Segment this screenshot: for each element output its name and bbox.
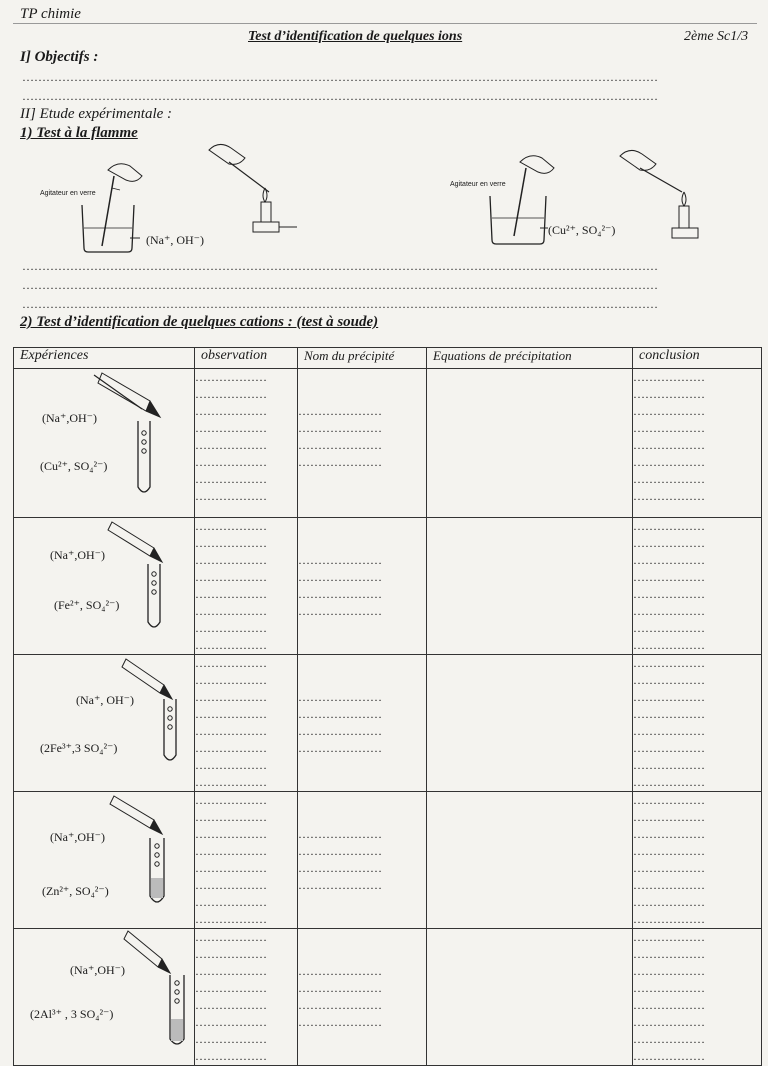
table-row xyxy=(14,929,762,1066)
precipitate-cell: ………………… ………………… ………………… ………………… xyxy=(298,518,427,655)
ion-label: (2Fe³⁺,3 SO₄²⁻) xyxy=(40,741,118,755)
test-tube-illustration xyxy=(122,929,202,1049)
objectives-heading: I] Objectifs : xyxy=(20,49,99,65)
reagent-label: (Na⁺,OH⁻) xyxy=(42,411,97,425)
observation-cell: ……………… ……………… ……………… ……………… ……………… ……………… ……………… ……………… xyxy=(195,369,298,518)
precipitate-cell: ………………… ………………… ………………… ………………… xyxy=(298,369,427,518)
bunsen-burner-illustration xyxy=(205,140,305,240)
table-row xyxy=(14,792,762,929)
precipitate-cell: ………………… ………………… ………………… ………………… xyxy=(298,929,427,1066)
header-equations: Equations de précipitation xyxy=(427,348,633,369)
stirrer-label: Agitateur en verre xyxy=(40,190,96,197)
ion-label: (Fe²⁺, SO₄²⁻) xyxy=(54,598,120,612)
equation-cell xyxy=(427,518,633,655)
dotted-line: …………………………………………………………………………………………………………………………………………… xyxy=(22,89,658,103)
ion-label: (2Al³⁺ , 3 SO₄²⁻) xyxy=(30,1007,114,1021)
cation-test-heading: 2) Test d’identification de quelques cations : (test à soude) xyxy=(20,314,379,330)
equation-cell xyxy=(427,369,633,518)
table-row xyxy=(14,518,762,655)
observation-cell: ……………… ……………… ……………… ……………… ……………… ……………… ……………… ……………… xyxy=(195,518,298,655)
table-row xyxy=(14,655,762,792)
ion-label: (Cu²⁺, SO₄²⁻) xyxy=(40,459,108,473)
results-table xyxy=(13,347,762,1066)
header-experiences: Expériences xyxy=(14,348,195,369)
conclusion-cell: ……………… ……………… ……………… ……………… ……………… ……………… ……………… ……………… xyxy=(633,518,762,655)
experiment-cell xyxy=(14,518,195,655)
equation-cell xyxy=(427,655,633,792)
flame-solution-2: (Cu²⁺, SO₄²⁻) xyxy=(548,223,616,237)
stirrer-label: Agitateur en verre xyxy=(450,181,506,188)
experiment-cell xyxy=(14,929,195,1066)
experiment-cell xyxy=(14,369,195,518)
course-label: TP chimie xyxy=(20,6,81,22)
dotted-line: …………………………………………………………………………………………………………………………………………… xyxy=(22,259,658,273)
test-tube-illustration xyxy=(94,369,174,499)
dotted-line: …………………………………………………………………………………………………………………………………………… xyxy=(22,278,658,292)
equation-cell xyxy=(427,792,633,929)
flame-solution-1: (Na⁺, OH⁻) xyxy=(146,233,204,247)
table-header-row xyxy=(14,348,762,369)
experiment-cell xyxy=(14,655,195,792)
page-title: Test d’identification de quelques ions xyxy=(248,29,463,44)
reagent-label: (Na⁺,OH⁻) xyxy=(70,963,125,977)
dotted-line: …………………………………………………………………………………………………………………………………………… xyxy=(22,70,658,84)
test-tube-illustration xyxy=(122,655,202,775)
flame-test-heading: 1) Test à la flamme xyxy=(20,125,138,141)
header-rule xyxy=(13,23,757,24)
dotted-line: …………………………………………………………………………………………………………………………………………… xyxy=(22,297,658,311)
test-tube-illustration xyxy=(108,518,188,638)
equation-cell xyxy=(427,929,633,1066)
conclusion-cell: ……………… ……………… ……………… ……………… ……………… ……………… ……………… ……………… xyxy=(633,369,762,518)
conclusion-cell: ……………… ……………… ……………… ……………… ……………… ……………… ……………… ……………… xyxy=(633,655,762,792)
observation-cell: ……………… ……………… ……………… ……………… ……………… ……………… ……………… ……………… xyxy=(195,929,298,1066)
header-precipitate-name: Nom du précipité xyxy=(298,348,427,369)
experiment-cell xyxy=(14,792,195,929)
reagent-label: (Na⁺,OH⁻) xyxy=(50,830,105,844)
precipitate-cell: ………………… ………………… ………………… ………………… xyxy=(298,655,427,792)
observation-cell: ……………… ……………… ……………… ……………… ……………… ……………… ……………… ……………… xyxy=(195,655,298,792)
observation-cell: ……………… ……………… ……………… ……………… ……………… ……………… ……………… ……………… xyxy=(195,792,298,929)
conclusion-cell: ……………… ……………… ……………… ……………… ……………… ……………… ……………… ……………… xyxy=(633,792,762,929)
header-conclusion: conclusion xyxy=(633,348,762,369)
experimental-heading: II] Etude expérimentale : xyxy=(20,106,173,122)
bunsen-burner-illustration xyxy=(618,148,718,244)
table-row xyxy=(14,369,762,518)
header-observation: observation xyxy=(195,348,298,369)
ion-label: (Zn²⁺, SO₄²⁻) xyxy=(42,884,109,898)
reagent-label: (Na⁺, OH⁻) xyxy=(76,693,134,707)
reagent-label: (Na⁺,OH⁻) xyxy=(50,548,105,562)
test-tube-illustration xyxy=(110,792,190,912)
class-level: 2ème Sc1/3 xyxy=(684,29,749,44)
precipitate-cell: ………………… ………………… ………………… ………………… xyxy=(298,792,427,929)
conclusion-cell: ……………… ……………… ……………… ……………… ……………… ……………… ……………… ……………… xyxy=(633,929,762,1066)
